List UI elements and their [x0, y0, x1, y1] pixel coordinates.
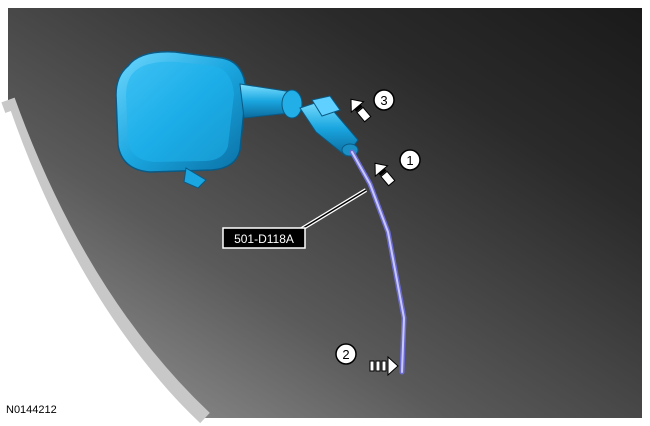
- callout-3-number: 3: [380, 93, 388, 108]
- tool-label-box: [223, 228, 305, 248]
- callout-1: [400, 150, 420, 170]
- figure-id: N0144212: [6, 404, 57, 416]
- callout-1-number: 1: [406, 153, 414, 168]
- callout-2: [336, 344, 356, 364]
- callout-2-number: 2: [342, 347, 350, 362]
- callout-3: [374, 90, 394, 110]
- tool-label-text: 501-D118A: [234, 232, 294, 246]
